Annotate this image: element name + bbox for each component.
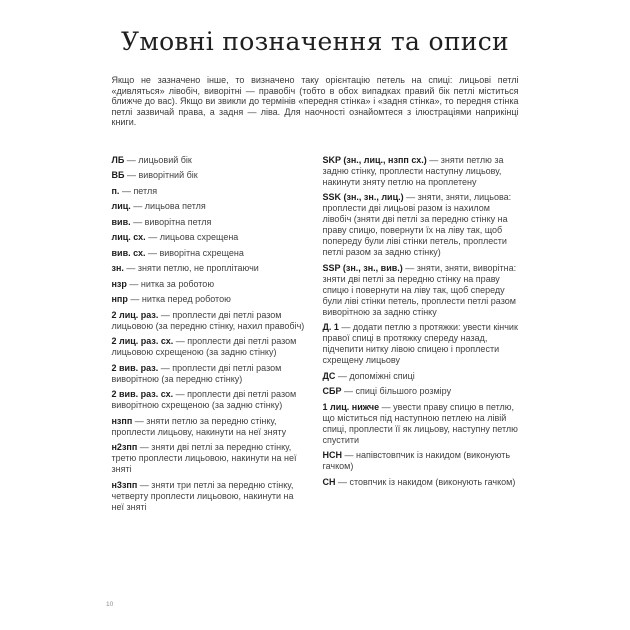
term-label: лиц.: [111, 201, 131, 211]
term-label: ДС: [322, 370, 336, 381]
term-label: вив.: [111, 216, 131, 227]
term-definition: — зняти петлю за передню стінку, проплести лицьову, накинути на неї зняту: [111, 415, 287, 437]
glossary-entry: [112, 201, 308, 212]
term-definition: — допоміжні спиці: [335, 370, 415, 381]
term-label: SSK (зн., зн., лиц.): [322, 192, 404, 202]
glossary-entry: [112, 336, 308, 358]
term-definition: — виворітна схрещена: [145, 247, 244, 258]
term-label: зн.: [111, 263, 124, 273]
term-definition: — проплести дві петлі разом виворітною (за передню стінку): [111, 362, 282, 384]
term-label: ВБ: [111, 170, 125, 180]
term-label: Д. 1: [322, 322, 339, 332]
glossary-column-left: [112, 155, 308, 518]
term-definition: — лицьова схрещена: [145, 232, 239, 242]
glossary-entry: [112, 155, 308, 166]
glossary-column-right: [323, 155, 519, 518]
glossary-entry: [323, 386, 519, 397]
term-label: 2 лиц. раз. сх.: [111, 336, 174, 346]
glossary-entry: [323, 263, 519, 318]
term-label: 2 лиц. раз.: [111, 309, 159, 320]
term-definition: — зняти, зняти, лицьова: проплести дві лицьові разом із нахилом лівобіч (зняти дві петлі за передню стінку на праву спицю, повернути їх на ліву так, щоб попереду були ліві стінки петель, проплести петлі разом за задню стінку): [322, 192, 512, 257]
term-definition: — нитка перед роботою: [127, 294, 231, 304]
glossary-entry: [112, 232, 308, 243]
glossary-entry: [112, 294, 308, 305]
term-label: нзр: [111, 278, 127, 289]
glossary-entry: [323, 155, 519, 188]
glossary-entry: [323, 477, 519, 488]
term-label: SSP (зн., зн., вив.): [322, 262, 403, 273]
glossary-entry: [323, 402, 519, 446]
term-definition: — петля: [119, 185, 158, 196]
glossary-entry: [112, 310, 308, 332]
term-definition: — напівстовпчик із накидом (виконують гачком): [322, 450, 511, 471]
term-label: СБР: [322, 386, 342, 396]
term-definition: — проплести дві петлі разом лицьовою (за передню стінку, нахил правобіч): [111, 309, 305, 331]
term-definition: — зняти петлю за задню стінку, проплести наступну лицьову, накинути зняту петлю на проплетену: [322, 154, 504, 187]
glossary-entry: [323, 322, 519, 366]
term-definition: — виворітний бік: [124, 170, 198, 180]
glossary-entry: [112, 248, 308, 259]
glossary-entry: [112, 416, 308, 438]
term-definition: — увести праву спицю в петлю, що міститься під наступною петлею на лівій спиці, проплести її як лицьову, наступну петлю спустити: [322, 401, 518, 445]
glossary-entry: [112, 186, 308, 197]
term-definition: — нитка за роботою: [126, 278, 215, 289]
term-definition: — проплести дві петлі разом лицьовою схрещеною (за задню стінку): [111, 336, 297, 357]
term-definition: — зняти три петлі за передню стінку, четверту проплести лицьовою, накинути на неї зняті: [111, 479, 294, 512]
term-label: ЛБ: [111, 154, 125, 165]
glossary-entry: [112, 263, 308, 274]
term-label: нпр: [111, 294, 128, 304]
glossary-entry: [323, 192, 519, 258]
glossary-entry: [323, 450, 519, 472]
term-label: п.: [111, 185, 120, 196]
term-definition: — зняти петлю, не проплітаючи: [123, 263, 259, 273]
term-label: СН: [322, 476, 336, 487]
term-label: 2 вив. раз. сх.: [111, 389, 174, 399]
term-label: н3зпп: [111, 479, 138, 490]
term-label: вив. сх.: [111, 247, 146, 258]
term-definition: — зняти, зняти, виворітна: зняти дві петлі за передню стінку на праву спицю і повернути на ліву так, щоб спереду були ліві стінки петель, проплести петлі разом виворітною за задню стінку: [322, 262, 517, 317]
glossary-entry: [112, 217, 308, 228]
term-definition: — зняти дві петлі за передню стінку, третю проплести лицьовою, накинути на неї зняті: [111, 442, 297, 474]
page-title: Умовні позначення та описи: [120, 27, 510, 56]
term-definition: — проплести дві петлі разом виворітною схрещеною (за задню стінку): [111, 389, 297, 410]
glossary-entry: [112, 480, 308, 513]
term-definition: — спиці більшого розміру: [341, 386, 452, 396]
term-label: 2 вив. раз.: [111, 362, 159, 373]
term-label: нзпп: [111, 415, 133, 426]
term-label: НСН: [322, 450, 342, 460]
term-definition: — лицьовий бік: [124, 154, 192, 165]
glossary: [112, 155, 519, 518]
term-definition: — виворітна петля: [130, 216, 212, 227]
glossary-entry: [112, 389, 308, 411]
term-definition: — стовпчик із накидом (виконують гачком): [335, 476, 516, 487]
glossary-entry: [112, 442, 308, 475]
term-label: лиц. сх.: [111, 232, 146, 242]
term-label: н2зпп: [111, 442, 138, 452]
glossary-entry: [323, 371, 519, 382]
intro-paragraph: Якщо не зазначено інше, то визначено таку орієнтацію петель на спиці: лицьові петлі «дивляться» лівобіч, виворітні — правобіч (тобто в обох випадках правий бік петлі міститься ближче до вас). Якщо ви звикли до термінів «передня стінка» і «задня стінка», то передня стінка петлі зазвичай права, а задня — ліва. Для наочності ознайомтеся з ілюстраціями наприкінці книги.: [111, 75, 519, 127]
glossary-entry: [112, 363, 308, 385]
page-number: 10: [106, 601, 114, 608]
term-label: 1 лиц. нижче: [322, 401, 380, 412]
term-definition: — лицьова петля: [130, 201, 206, 211]
term-label: SKP (зн., лиц., нзпп сх.): [322, 154, 427, 165]
glossary-entry: [112, 279, 308, 290]
glossary-entry: [112, 170, 308, 181]
term-definition: — додати петлю з протяжки: увести кінчик правої спиці в протяжку спереду назад, підчепити нитку лівою спицею і проплести схрещену лицьову: [322, 322, 518, 365]
